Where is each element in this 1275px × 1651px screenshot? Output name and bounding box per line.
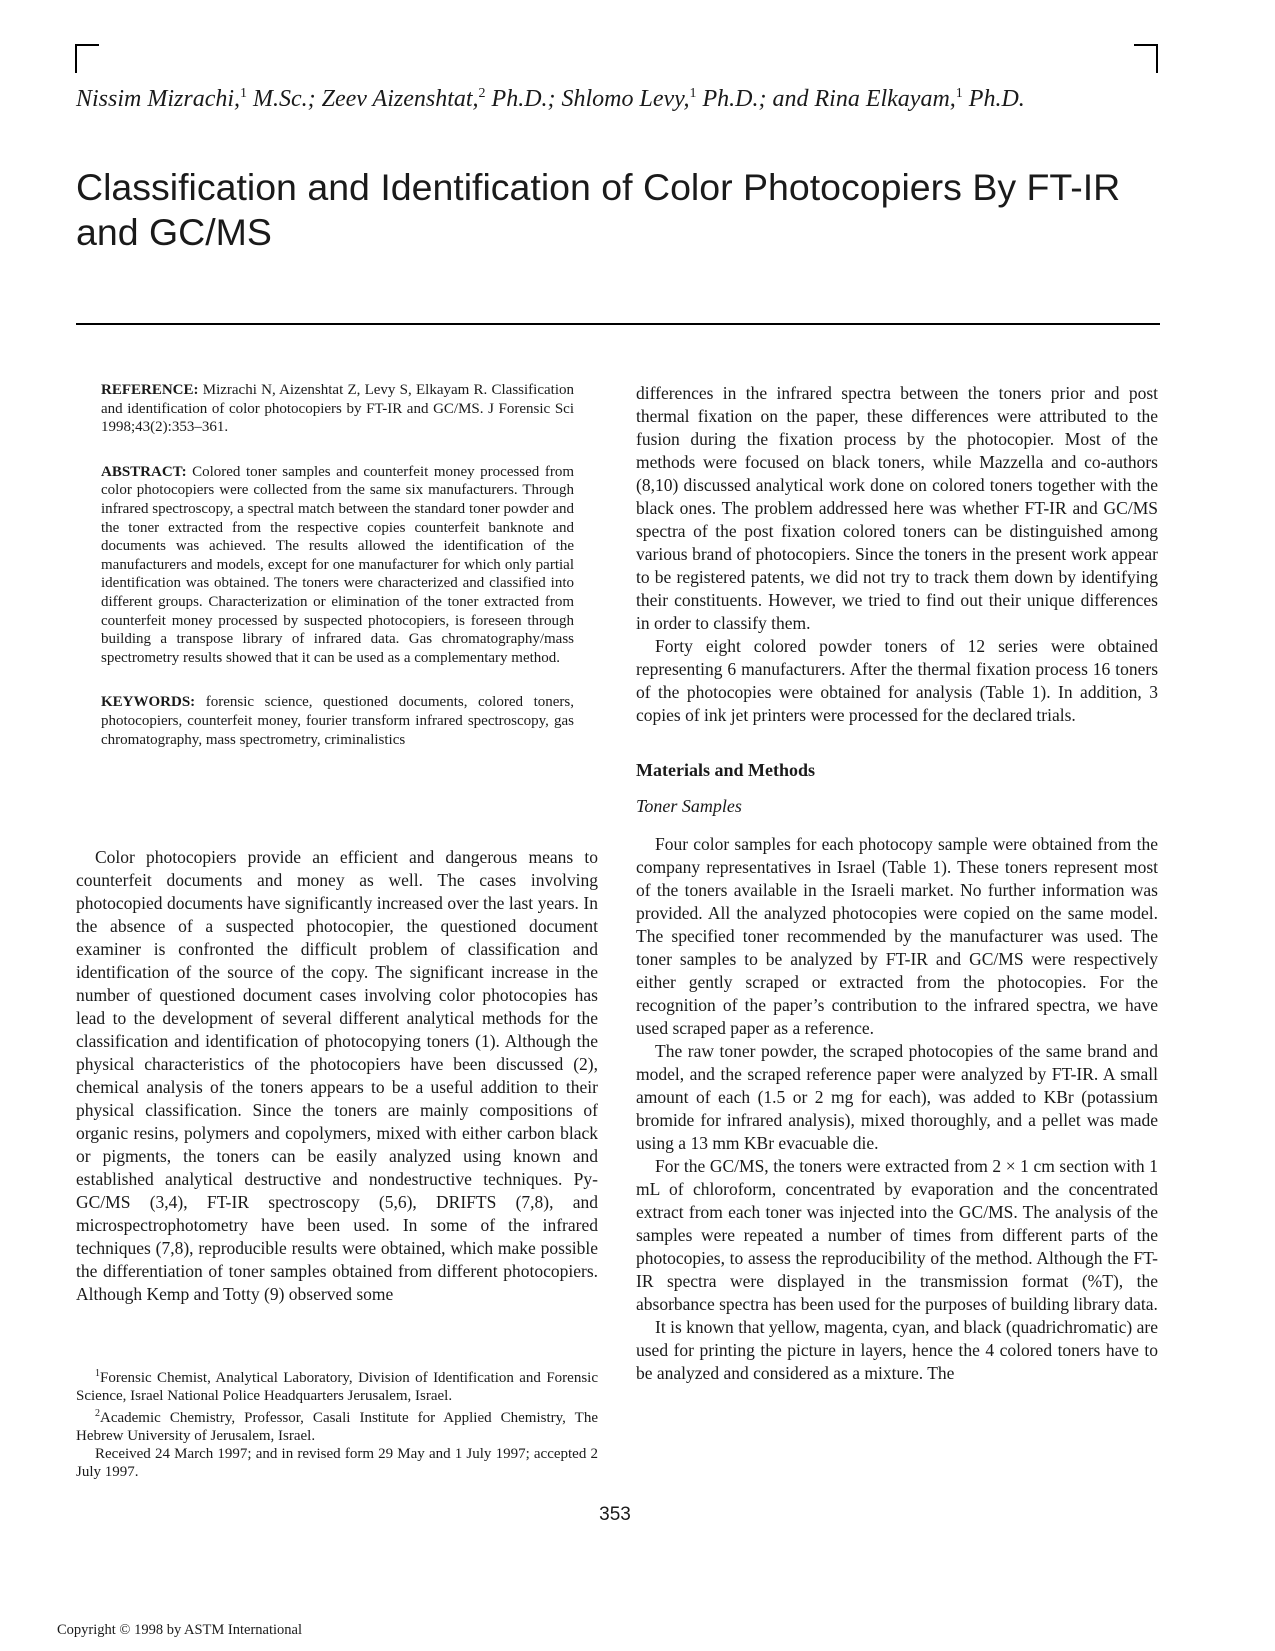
author-affiliation-marker: 1 [240,86,248,101]
author-degree: Ph.D.; [485,86,562,112]
reference-text: Mizrachi N, Aizenshtat Z, Levy S, Elkayam R. Classification and identification of color photocopiers by FT-IR and GC/MS. J Forensic Sci 1998;43(2):353–361. [101,382,574,436]
abstract-paragraph [101,463,574,668]
subsection-heading: Toner Samples [636,796,742,816]
author-degree: M.Sc.; [247,86,322,112]
body-paragraph: differences in the infrared spectra between the toners prior and post thermal fixation on the paper, these differences were attributed to the fusion during the fixation process by the photocopier. Most of the methods were focused on black toners, while Mazzella and co-authors (8,10) discussed analytical work done on colored toners together with the black ones. The problem addressed here was whether FT-IR and GC/MS spectra of the post fixation colored toners can be distinguished among various brand of photocopiers. Since the toners in the present work appear to be registered patents, we did not try to track them down by identifying their constituents. However, we tried to find out their unique differences in order to classify them. [636,383,1158,633]
body-paragraph: Color photocopiers provide an efficient and dangerous means to counterfeit documents and money as well. The cases involving photocopied documents have significantly increased over the last years. In the absence of a suspected photocopier, the questioned document examiner is confronted the difficult problem of classification and identification of the source of the copy. The significant increase in the number of questioned document cases involving color photocopies has lead to the development of several different analytical methods for the classification and identification of photocopying toners (1). Although the physical characteristics of the photocopiers have been discussed (2), chemical analysis of the toners appears to be a useful addition to their physical classification. Since the toners are mainly compositions of organic resins, polymers and copolymers, mixed with either carbon black or pigments, the toners can be easily analyzed using known and established analytical destructive and nondestructive techniques. Py-GC/MS (3,4), FT-IR spectroscopy (5,6), DRIFTS (7,8), and microspectrophotometry have been used. In some of the infrared techniques (7,8), reproducible results were obtained, which make possible the differentiation of toner samples obtained from different photocopiers. Although Kemp and Totty (9) observed some [76,847,598,1304]
crop-mark-top-right [1134,44,1158,73]
footnote [76,1405,598,1445]
copyright-notice: Copyright © 1998 by ASTM International [57,1622,303,1638]
received-note: Received 24 March 1997; and in revised form 29 May and 1 July 1997; accepted 2 July 1997. [76,1446,598,1480]
left-column-body [76,846,598,1306]
author-affiliation-marker: 1 [689,86,697,101]
section-heading: Materials and Methods [636,760,815,780]
crop-mark-top-left [75,44,99,73]
paper-title: Classification and Identification of Color Photocopiers By FT-IR and GC/MS [76,166,1121,253]
author-name: Nissim Mizrachi, [76,86,241,112]
abstract-text: Colored toner samples and counterfeit money processed from color photocopiers were collected from the same six manufacturers. Through infrared spectroscopy, a spectral match between the standard toner powder and the toner extracted from the respective copies counterfeit banknote and documents was achieved. The results allowed the identification of the manufacturers and models, except for one manufacturer for which only partial identification was obtained. The toners were characterized and classified into different groups. Characterization or elimination of the toner extracted from counterfeit money processed by suspected photocopiers, is foreseen through building a transpose library of infrared data. Gas chromatography/mass spectrometry results showed that it can be used as a complementary method. [101,463,574,666]
author-line [76,86,1166,113]
body-paragraph: Four color samples for each photocopy sample were obtained from the company representatives in Israel (Table 1). These toners represent most of the toners available in the Israeli market. No further information was provided. All the analyzed photocopies were copied on the same model. The specified toner recommended by the manufacturer was used. The toner samples to be analyzed by FT-IR and GC/MS were respectively either gently scraped or extracted from the photocopies. For the recognition of the paper’s contribution to the infrared spectra, we have used scraped paper as a reference. [636,834,1158,1038]
right-column-body [636,382,1158,1385]
body-paragraph: It is known that yellow, magenta, cyan, and black (quadrichromatic) are used for printing the picture in layers, hence the 4 colored toners have to be analyzed and considered as a mixture. The [636,1317,1158,1383]
author-affiliation-marker: 1 [955,86,963,101]
keywords-text: forensic science, questioned documents, colored toners, photocopiers, counterfeit money, fourier transform infrared spectroscopy, gas chromatography, mass spectrometry, criminalistics [101,694,574,748]
footnote-text: Academic Chemistry, Professor, Casali Institute for Applied Chemistry, The Hebrew University of Jerusalem, Israel. [76,1410,598,1444]
abstract-label: ABSTRACT: [101,463,187,480]
page-number: 353 [599,1504,631,1525]
body-paragraph: The raw toner powder, the scraped photocopies of the same brand and model, and the scraped reference paper were analyzed by FT-IR. A small amount of each (1.5 or 2 mg for each), was added to KBr (potassium bromide for infrared analysis), mixed thoroughly, and a pellet was made using a 13 mm KBr evacuable die. [636,1041,1158,1153]
author-degree: Ph.D.; and [696,86,815,112]
author-name: Zeev Aizenshtat, [321,86,479,112]
reference-paragraph [101,381,574,437]
body-paragraph: For the GC/MS, the toners were extracted from 2 × 1 cm section with 1 mL of chloroform, concentrated by evaporation and the concentrated extract from each toner was injected into the GC/MS. The analysis of the samples were repeated a number of times from different parts of the photocopies, to assess the reproducibility of the method. Although the FT-IR spectra were displayed in the transmission format (%T), the absorbance spectra has been used for the purposes of building library data. [636,1156,1158,1314]
footnotes [76,1365,598,1481]
footnote-marker: 2 [95,1408,100,1419]
footnote-marker: 1 [95,1368,100,1379]
body-paragraph: Forty eight colored powder toners of 12 series were obtained representing 6 manufacturers. After the thermal fixation process 16 toners of the photocopies were obtained for analysis (Table 1). In addition, 3 copies of ink jet printers were processed for the declared trials. [636,636,1158,725]
author-name: Rina Elkayam, [814,86,956,112]
keywords-paragraph [101,693,574,749]
abstract-block [101,381,574,775]
title-rule [76,323,1160,325]
reference-label: REFERENCE: [101,382,199,398]
author-name: Shlomo Levy, [561,86,690,112]
footnote-text: Forensic Chemist, Analytical Laboratory, Division of Identification and Forensic Science, Israel National Police Headquarters Jerusalem, Israel. [76,1370,598,1404]
footnote [76,1365,598,1405]
author-affiliation-marker: 2 [478,86,486,101]
keywords-label: KEYWORDS: [101,694,196,711]
author-degree: Ph.D. [962,86,1025,112]
